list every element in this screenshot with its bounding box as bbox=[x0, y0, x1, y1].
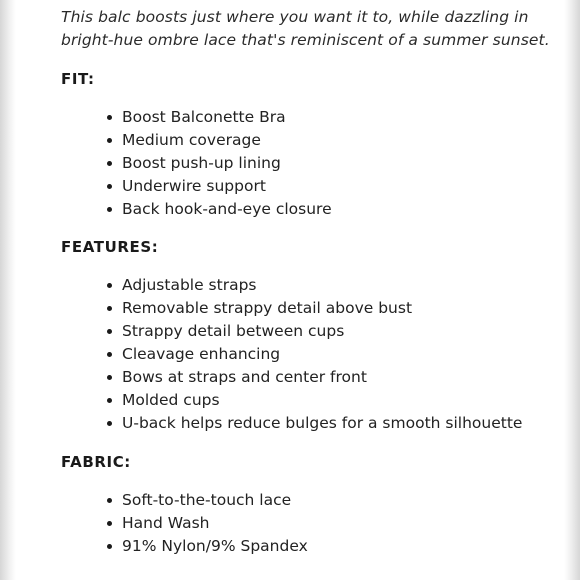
list-item: Molded cups bbox=[107, 389, 551, 412]
fabric-heading: FABRIC: bbox=[61, 453, 131, 471]
list-item: Bows at straps and center front bbox=[107, 366, 551, 389]
list-item: Adjustable straps bbox=[107, 274, 551, 297]
features-heading: FEATURES: bbox=[61, 238, 159, 256]
list-item: Cleavage enhancing bbox=[107, 343, 551, 366]
list-item: Removable strappy detail above bust bbox=[107, 297, 551, 320]
list-item: Medium coverage bbox=[107, 129, 551, 152]
fabric-list bbox=[61, 489, 551, 558]
product-description bbox=[61, 6, 551, 558]
fit-heading: FIT: bbox=[61, 70, 95, 88]
list-item: 91% Nylon/9% Spandex bbox=[107, 535, 551, 558]
list-item: Boost Balconette Bra bbox=[107, 106, 551, 129]
list-item: Boost push-up lining bbox=[107, 152, 551, 175]
description-text: This balc boosts just where you want it to, while dazzling in bright-hue ombre lace that's reminiscent of a summer sunset. bbox=[61, 8, 550, 49]
list-item: Hand Wash bbox=[107, 512, 551, 535]
list-item: Strappy detail between cups bbox=[107, 320, 551, 343]
features-list bbox=[61, 274, 551, 435]
list-item: Back hook-and-eye closure bbox=[107, 198, 551, 221]
product-description-panel bbox=[16, 0, 564, 580]
list-item: U-back helps reduce bulges for a smooth silhouette bbox=[107, 412, 551, 435]
fit-list bbox=[61, 106, 551, 221]
list-item: Soft-to-the-touch lace bbox=[107, 489, 551, 512]
list-item: Underwire support bbox=[107, 175, 551, 198]
